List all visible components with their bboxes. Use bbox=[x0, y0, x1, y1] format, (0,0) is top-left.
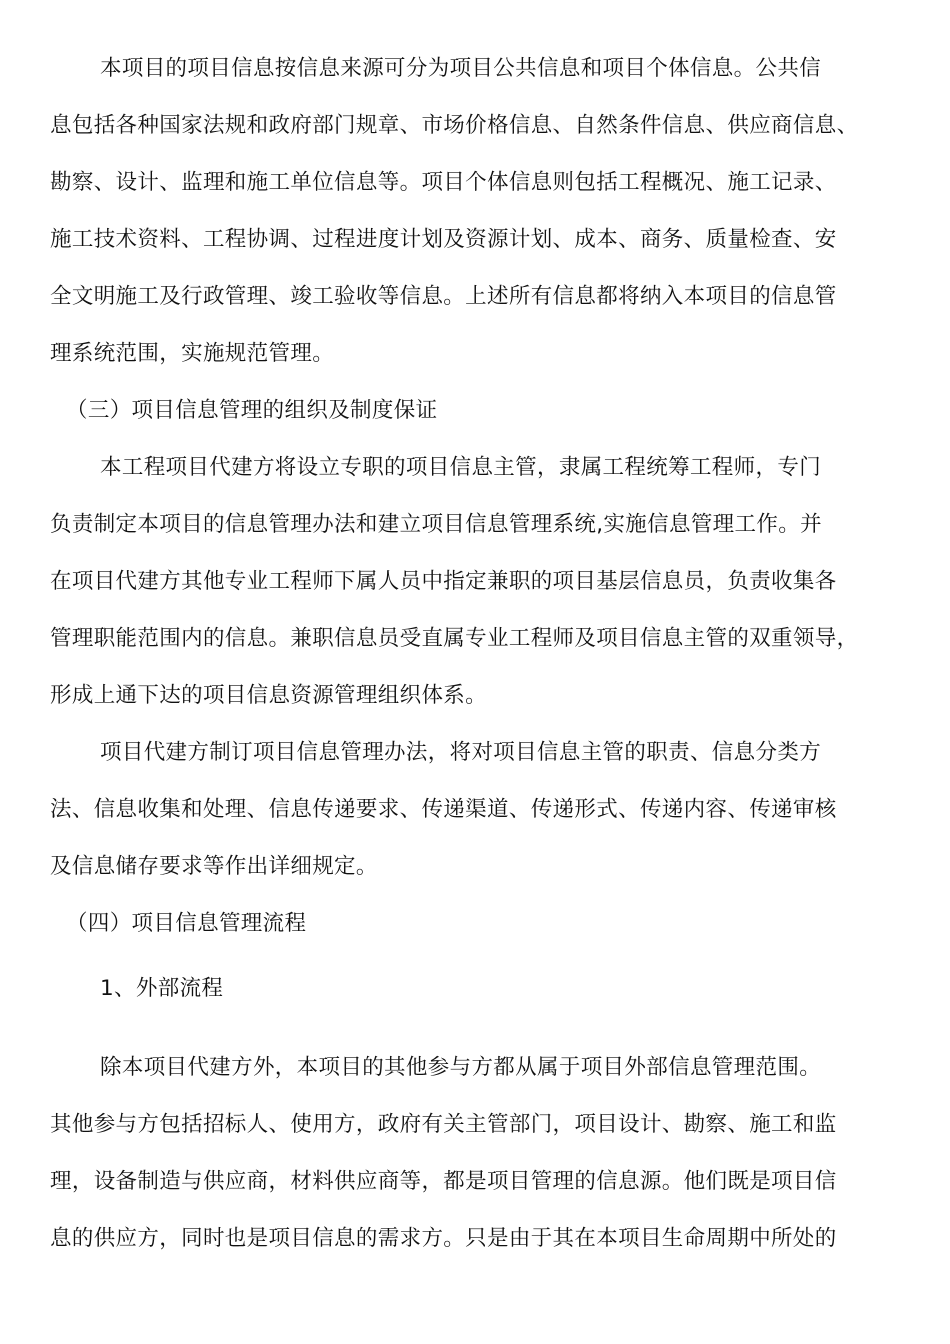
paragraph-line: 息包括各种国家法规和政府部门规章、市场价格信息、自然条件信息、供应商信息、 bbox=[50, 113, 859, 138]
paragraph-line: 法、信息收集和处理、信息传递要求、传递渠道、传递形式、传递内容、传递审核 bbox=[50, 797, 837, 822]
paragraph-line: 项目代建方制订项目信息管理办法，将对项目信息主管的职责、信息分类方 bbox=[100, 740, 822, 765]
paragraph-line: 息的供应方，同时也是项目信息的需求方。只是由于其在本项目生命周期中所处的 bbox=[50, 1226, 837, 1251]
paragraph-line: 除本项目代建方外，本项目的其他参与方都从属于项目外部信息管理范围。 bbox=[100, 1055, 822, 1080]
paragraph-line: 全文明施工及行政管理、竣工验收等信息。上述所有信息都将纳入本项目的信息管 bbox=[50, 284, 837, 309]
subsection-heading-external-process: 1、外部流程 bbox=[100, 976, 224, 1001]
section-heading-organization: （三）项目信息管理的组织及制度保证 bbox=[66, 398, 438, 423]
paragraph-line: 形成上通下达的项目信息资源管理组织体系。 bbox=[50, 683, 488, 708]
paragraph-line: 在项目代建方其他专业工程师下属人员中指定兼职的项目基层信息员，负责收集各 bbox=[50, 569, 837, 594]
paragraph-line: 其他参与方包括招标人、使用方，政府有关主管部门，项目设计、勘察、施工和监 bbox=[50, 1112, 837, 1137]
paragraph-line: 本项目的项目信息按信息来源可分为项目公共信息和项目个体信息。公共信 bbox=[100, 56, 822, 81]
paragraph-line: 理系统范围，实施规范管理。 bbox=[50, 341, 335, 366]
paragraph-line: 及信息储存要求等作出详细规定。 bbox=[50, 854, 378, 879]
paragraph-line: 管理职能范围内的信息。兼职信息员受直属专业工程师及项目信息主管的双重领导， bbox=[50, 626, 859, 651]
paragraph-line: 勘察、设计、监理和施工单位信息等。项目个体信息则包括工程概况、施工记录、 bbox=[50, 170, 837, 195]
paragraph-line: 负责制定本项目的信息管理办法和建立项目信息管理系统,实施信息管理工作。并 bbox=[50, 512, 822, 537]
paragraph-line: 施工技术资料、工程协调、过程进度计划及资源计划、成本、商务、质量检查、安 bbox=[50, 227, 837, 252]
section-heading-process: （四）项目信息管理流程 bbox=[66, 911, 307, 936]
paragraph-line: 本工程项目代建方将设立专职的项目信息主管，隶属工程统筹工程师，专门 bbox=[100, 455, 822, 480]
paragraph-line: 理，设备制造与供应商，材料供应商等，都是项目管理的信息源。他们既是项目信 bbox=[50, 1169, 837, 1194]
